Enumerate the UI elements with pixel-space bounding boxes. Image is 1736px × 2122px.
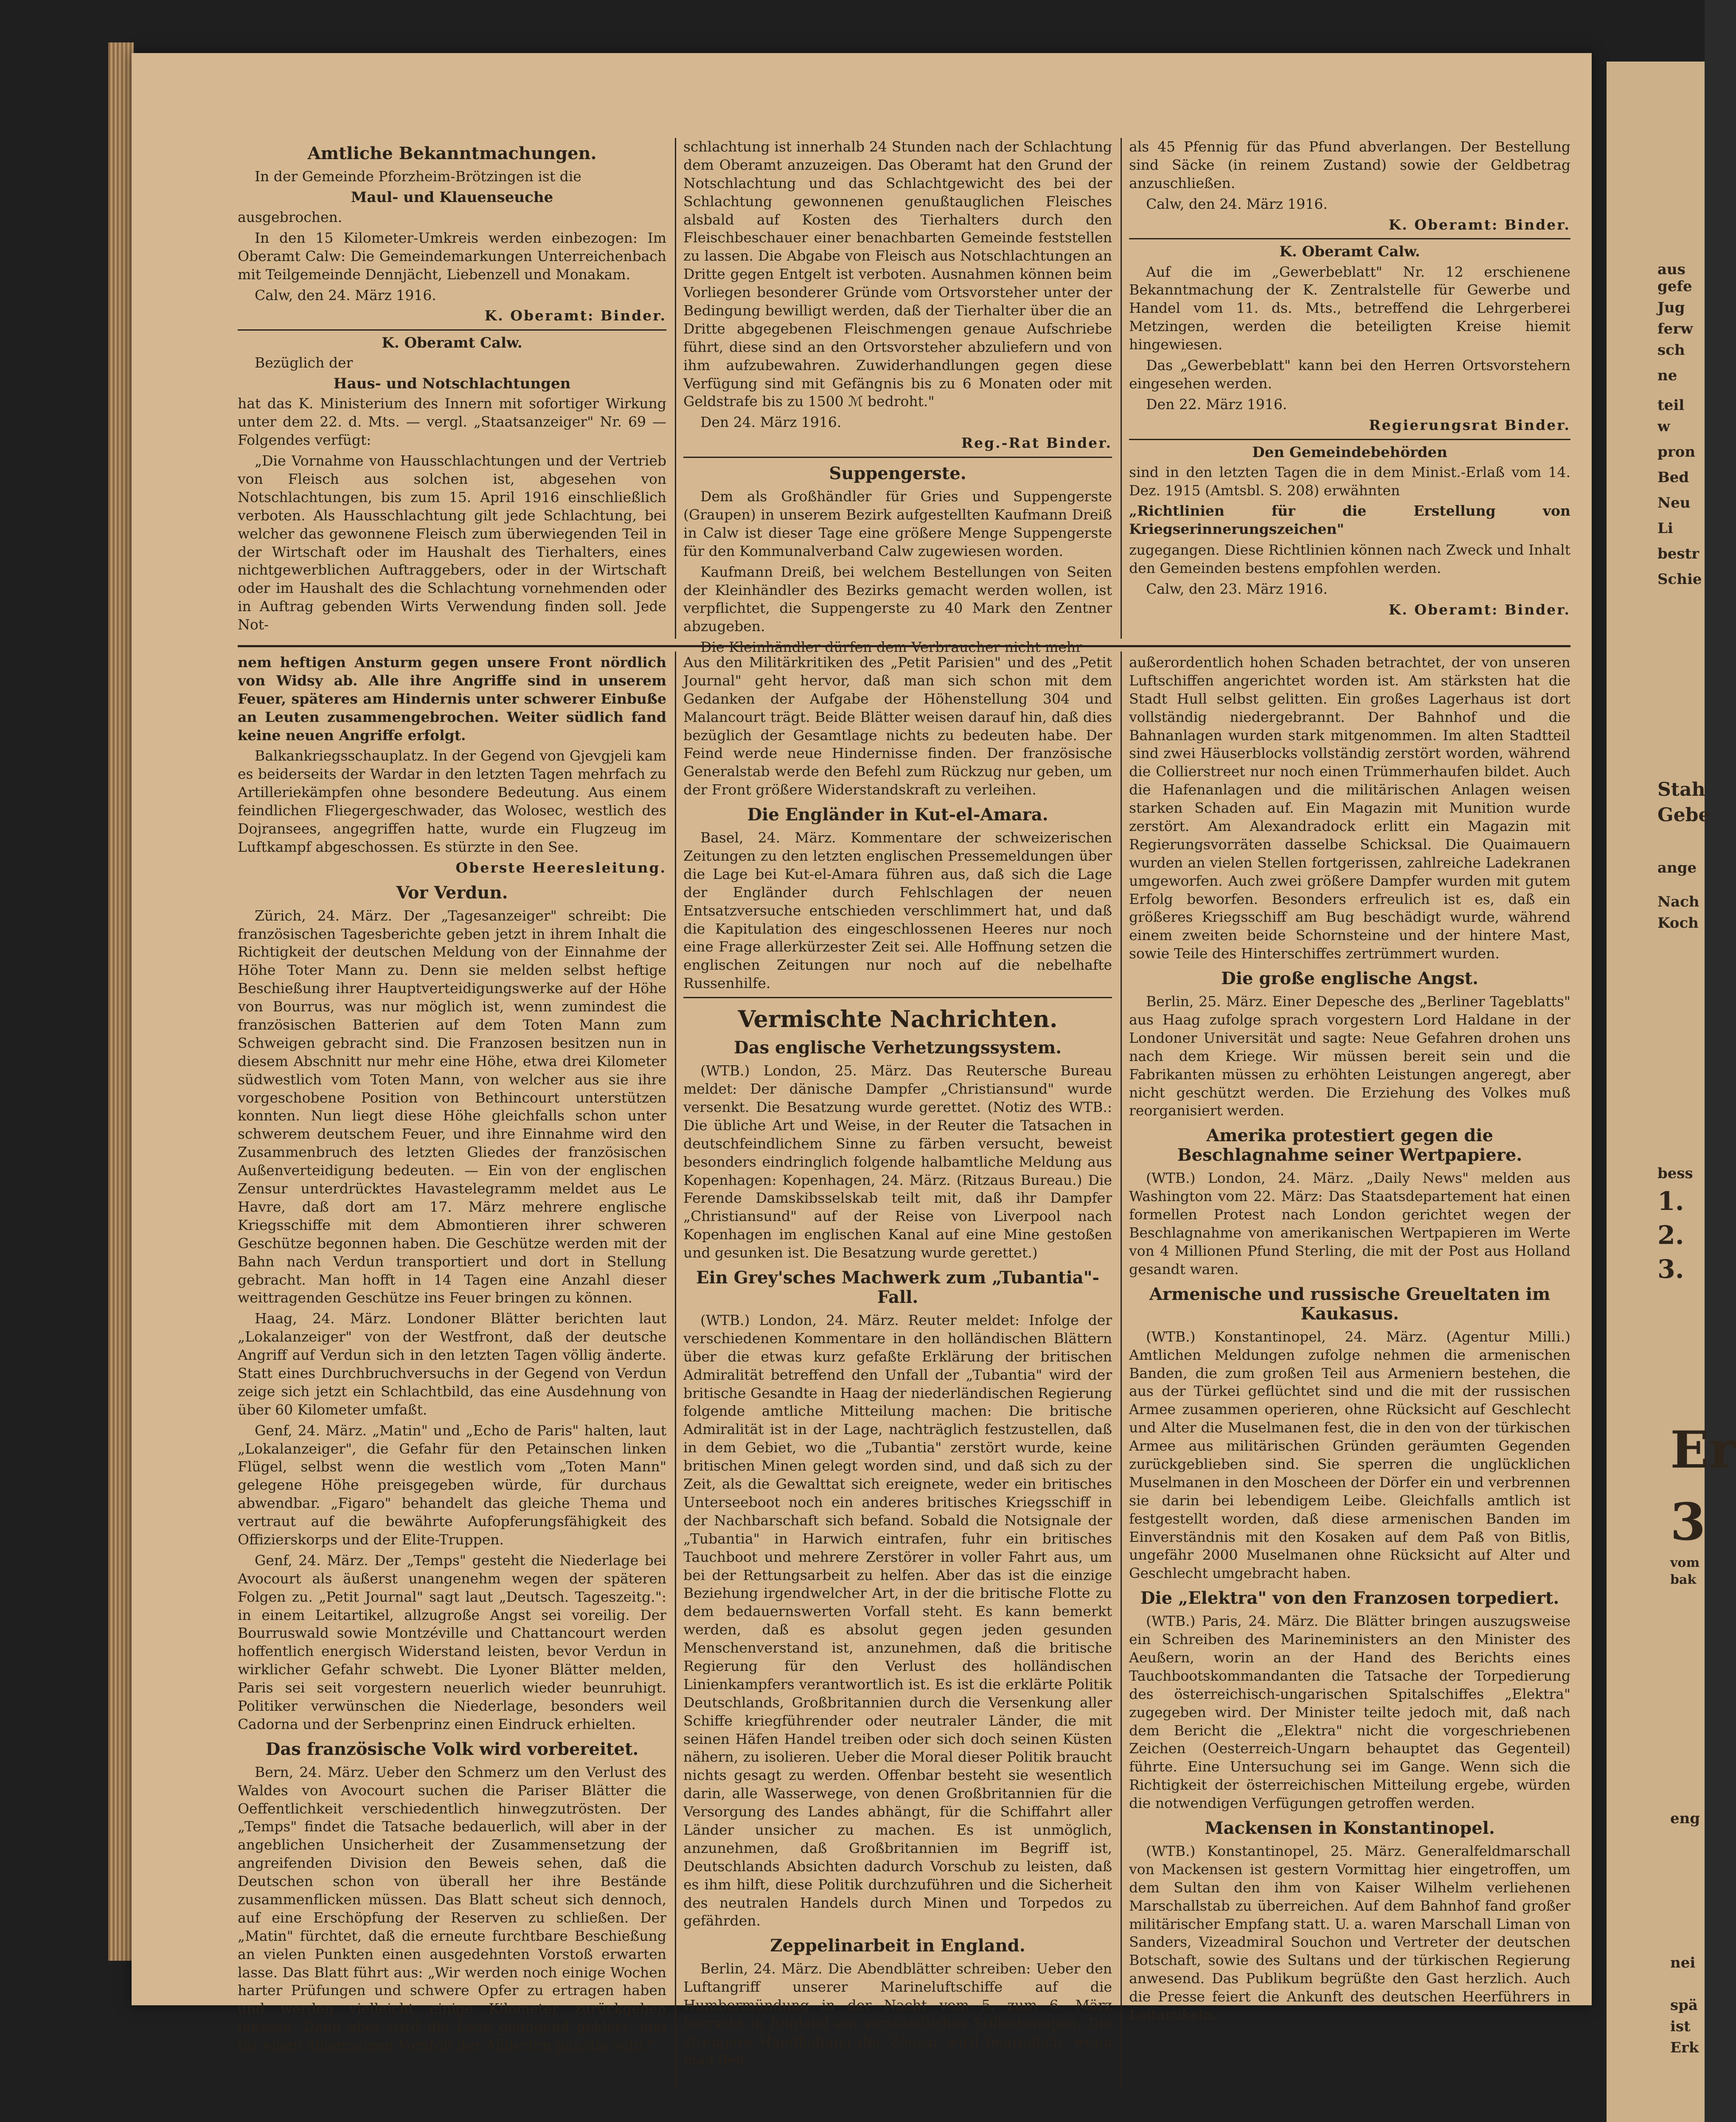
fragment-text: ange xyxy=(1657,859,1697,876)
fragment-text: aus xyxy=(1657,261,1685,278)
paragraph: Genf, 24. März. Der „Temps" gesteht die Niederlage bei Avocourt als äußerst unangenehm wegen der späteren Folgen zu. „Petit Journal" sagt laut „Deutsch. Tageszeitg.": in einem Leitartikel, allzugroße Angst sei voreilig. Der Bourruswald sowie Montzéville und Chattancourt werden hoffentlich energisch Widerstand leisten, bevor Verdun in wirklicher Gefahr schwebt. Die Lyoner Blätter melden, Paris sei seit vorgestern neuerlich wieder beunruhigt. Politiker verwünschen die Niederlage, besonders weil Cadorna und der Serbenprinz einen Eindruck erhielten. xyxy=(238,1552,666,1732)
heading: Das französische Volk wird vorbereitet. xyxy=(265,1739,639,1759)
heading: Armenische und russische Greueltaten im Kaukasus. xyxy=(1149,1284,1551,1324)
heading: Amtliche Bekanntmachungen. xyxy=(307,143,597,163)
heading: Das englische Verhetzungssystem. xyxy=(734,1038,1062,1058)
paragraph: Das „Gewerbeblatt" kann bei den Herren Ortsvorstehern eingesehen werden. xyxy=(1129,357,1570,392)
signature: Regierungsrat Binder. xyxy=(1369,416,1570,433)
fragment-text: w xyxy=(1657,418,1670,435)
fragment-text: Er xyxy=(1670,1420,1736,1480)
paragraph: Berlin, 25. März. Einer Depesche des „Berliner Tageblatts" aus Haag zufolge sprach vorgestern Lord Haldane in der Londoner Universität und sagte: Neue Gefahren drohen uns nach dem Kriege. Wir müssen bereit sein und die Fabrikanten müssen zu erhöhten Leistungen angeregt, aber nicht geschützt werden. Die Erziehung des Volkes muß reorganisiert werden. xyxy=(1129,993,1570,1119)
signature: K. Oberamt: Binder. xyxy=(484,307,666,324)
paragraph: Balkankriegsschauplatz. In der Gegend von Gjevgjeli kam es beiderseits der Wardar in den letzten Tagen mehrfach zu Artilleriekämpfen ohne besondere Bedeutung. Aus einem feindlichen Fliegergeschwader, das Wolosec, westlich des Dojransees, angegriffen hatte, wurde ein Flugzeug im Luftkampf abgeschossen. Es stürzte in den See. xyxy=(238,747,666,855)
paragraph: (WTB.) London, 24. März. Reuter meldet: Infolge der verschiedenen Kommentare in den holländischen Blättern über die etwas kurz gefaßte Erklärung der britischen Admiralität betreffend den Unfall der „Tubantia" wird der britische Gesandte in Haag der niederländischen Regierung folgende amtliche Mitteilung machen: Die britische Admiralität ist in der Lage, nachträglich festzustellen, daß in dem Gebiet, wo die „Tubantia" zerstört wurde, keine britischen Minen gelegt worden sind, und daß sich zu der Zeit, als die Gewalttat sich ereignete, weder ein britisches Unterseeboot noch ein anderes britisches Kriegsschiff in der Nachbarschaft sich befand. Sobald die Notsignale der „Tubantia" in Harwich eintrafen, fuhr ein britisches Tauchboot und mehrere Zerstörer in voller Fahrt aus, um bei der Rettungsarbeit zu helfen. Aber das ist die einzige Beziehung irgendwelcher Art, in der die britische Flotte zu dem bedauernswerten Vorfall steht. Es kann bemerkt werden, daß es absolut gegen jeden gesunden Menschenverstand ist, anzunehmen, daß die britische Regierung für den Verlust des holländischen Linienkampfers verantwortlich ist. Es ist die erklärte Politik Deutschlands, Großbritannien durch die Versenkung aller Schiffe kriegführender oder neutraler Länder, die mit seinen Häfen Handel treiben oder sich doch seinen Küsten nähern, zu isolieren. Ueber die Moral dieser Politik braucht nichts gesagt zu werden. Offenbar besteht sie wesentlich darin, alle Wasserwege, von denen Großbritannien für die Versorgung des Landes abhängt, für die Schiffahrt aller Länder unsicher zu machen. Es ist unmöglich, anzunehmen, daß Großbritannien im Begriff ist, Deutschlands Absichten dadurch Vorschub zu leisten, daß es ihm hilft, diese Politik durchzuführen und die Sicherheit des neutralen Handels durch Minen und Torpedos zu gefährden. xyxy=(683,1312,1112,1929)
signature: Reg.-Rat Binder. xyxy=(961,435,1112,452)
fragment-text: ferw xyxy=(1657,320,1693,337)
heading: Zeppelinarbeit in England. xyxy=(770,1936,1025,1956)
heading: Mackensen in Konstantinopel. xyxy=(1205,1818,1495,1838)
paragraph: Die Kleinhändler dürfen dem Verbraucher nicht mehr xyxy=(700,639,1082,656)
date-line: Calw, den 24. März 1916. xyxy=(255,286,436,303)
fragment-text: Neu xyxy=(1657,494,1691,511)
bottom-column-1 xyxy=(238,654,666,2092)
heading: Die „Elektra" von den Franzosen torpediert. xyxy=(1140,1588,1559,1608)
fragment-text: spä xyxy=(1670,1997,1698,2014)
fragment-text: vom xyxy=(1670,1555,1700,1570)
heading: Suppengerste. xyxy=(829,463,966,484)
paragraph: schlachtung ist innerhalb 24 Stunden nach der Schlachtung dem Oberamt anzuzeigen. Das Oberamt hat den Grund der Notschlachtung und das Schlachtgewicht des bei der Schlachtung gewonnenen genußtauglichen Fleisches alsbald auf Kosten des Tierhalters durch den Fleischbeschauer einer benachbarten Gemeinde feststellen zu lassen. Die Abgabe von Fleisch aus Notschlachtungen an Dritte gegen Entgelt ist verboten. Ausnahmen können beim Vorliegen besonderer Gründe vom Ortsvorsteher unter der Bedingung bewilligt werden, daß der Tierhalter über die an Dritte abgegebenen Fleischmengen genaue Aufschriebe führt, diese sind an den Ortsvorsteher abzuliefern und von ihm aufzubewahren. Zuwiderhandlungen gegen diese Verfügung sind mit Gefängnis bis zu 6 Monaten oder mit Geldstrafe bis zu 1500 ℳ bedroht." xyxy=(683,138,1112,410)
paragraph: Aus den Militärkritiken des „Petit Parisien" und des „Petit Journal" geht hervor, daß man sich schon mit dem Gedanken der Aufgabe der Höhenstellung 304 und Malancourt trägt. Beide Blätter weisen darauf hin, daß dies bezüglich der Gesamtlage nichts zu bedeuten habe. Der Feind werde neue Hindernisse finden. Der französische Generalstab werde den Befehl zum Rückzug nur geben, um der Front größere Widerstandskraft zu verleihen. xyxy=(683,654,1112,798)
subheading: Haus- und Notschlachtungen xyxy=(333,375,571,393)
fragment-text: Nach xyxy=(1657,893,1699,910)
date-line: Den 22. März 1916. xyxy=(1146,396,1287,413)
top-column-1 xyxy=(238,138,666,639)
column-rule xyxy=(1121,651,1122,2090)
paragraph: (WTB.) Konstantinopel, 24. März. (Agentur Milli.) Amtlichen Meldungen zufolge nehmen die armenischen Banden, die zum großen Teil aus Armeniern bestehen, die aus der Türkei geflüchtet sind und die mit der russischen Armee zusammen operieren, ohne Rücksicht auf Geschlecht und Alter die Muselmanen fest, die in den von der türkischen Armee aus militärischen Gründen geräumten Gegenden zurückgeblieben sind. Sie sperren die unglücklichen Muselmanen in den Moscheen der Dörfer ein und verbrennen sie darin bei lebendigem Leibe. Gleichfalls amtlich ist festgestellt worden, daß diese armenischen Banden im Einverständnis mit den Kosaken auf dem Paß von Bitlis, ungefähr 2000 Muselmanen ohne Rücksicht auf Alter und Geschlecht umgebracht haben. xyxy=(1129,1328,1570,1582)
fragment-text: sch xyxy=(1657,342,1685,359)
heading: Den Gemeindebehörden xyxy=(1252,443,1447,461)
column-rule xyxy=(675,138,676,639)
divider xyxy=(1129,238,1570,239)
signature: Oberste Heeresleitung. xyxy=(455,859,666,876)
paragraph: (WTB.) Paris, 24. März. Die Blätter bringen auszugsweise ein Schreiben des Marineministers an den Minister des Aeußern, worin an der Hand des Berichts eines Tauchbootskommandanten die Tatsache der Torpedierung des österreichisch-ungarischen Spitalschiffes „Elektra" zugegeben wird. Der Minister teilte jedoch mit, daß nach dem Bericht die „Elektra" nicht die vorgeschriebenen Zeichen (Oesterreich-Ungarn behauptet das Gegenteil) führte. Eine Untersuchung sei im Gange. Wenn sich die Richtigkeit der österreichischen Mitteilung ergebe, würden die notwendigen Verfügungen getroffen werden. xyxy=(1129,1613,1570,1812)
divider xyxy=(1129,439,1570,440)
paragraph: außerordentlich hohen Schaden betrachtet, der von unseren Luftschiffen angerichtet worden ist. Am stärksten hat die Stadt Hull selbst gelitten. Ein großes Lagerhaus ist dort vollständig niedergebrannt. Der Bahnhof und die Bahnanlagen wurden stark mitgenommen. Im alten Stadtteil sind zwei Häuserblocks vollständig zerstört worden, während die Collierstreet nur noch einen Trümmerhaufen bildet. Auch die Hafenanlagen und die militärischen Anlagen weisen starken Schaden auf. Ein Magazin mit Munition wurde zerstört. Am Alexandradock erlitt ein Magazin mit Regierungsvorräten dasselbe Schicksal. Die Quaimauern wurden an vielen Stellen fortgerissen, zahlreiche Ladekranen umgeworfen. Auch zwei größere Dampfer wurden mit gutem Erfolg beworfen. Besonders erfreulich ist es, daß ein größeres Kriegsschiff am Bug beschädigt wurde, während einem zweiten beide Schornsteine und der hintere Mast, sowie Teile des Hinterschiffes zertrümmert wurden. xyxy=(1129,654,1570,962)
divider xyxy=(238,329,666,331)
paragraph: Berlin, 24. März. Die Abendblätter schreiben: Ueber den Luftangriff unserer Marineluftschiffe auf die Humbermündung in der Nacht vom 5. zum 6. März herrscht in England ein verständliches Stillschweigen. Die strengere Handhabung der Zensur wird begreiflich, wenn man den xyxy=(683,1960,1112,2068)
fragment-text: Bed xyxy=(1657,469,1689,486)
fragment-text: ne xyxy=(1657,367,1677,384)
paragraph: als 45 Pfennig für das Pfund abverlangen. Der Bestellung sind Säcke (in reinem Zustand) sowie der Geldbetrag anzuschließen. xyxy=(1129,138,1570,191)
paragraph: sind in den letzten Tagen die in dem Minist.-Erlaß vom 14. Dez. 1915 (Amtsbl. S. 208) erwähnten xyxy=(1129,463,1570,499)
bottom-column-2 xyxy=(683,654,1112,2092)
subheading: Maul- und Klauenseuche xyxy=(351,188,553,206)
paragraph: „Die Vornahme von Hausschlachtungen und der Vertrieb von Fleisch aus solchen ist, abgesehen von Notschlachtungen, bis zum 15. April 1916 einschließlich verboten. Als Hausschlachtung gilt jede Schlachtung, bei welcher das gewonnene Fleisch zum überwiegenden Teil in der Wirtschaft oder im Haushalt des Tierhalters, eines nichtgewerblichen Auftraggebers, oder in der Wirtschaft oder im Haushalt des die Schlachtung vornehmenden oder in Auftrag gebenden Wirts Verwendung finden soll. Jede Not- xyxy=(238,452,666,633)
fragment-text: ist xyxy=(1670,2018,1691,2035)
heading: Amerika protestiert gegen die Beschlagnahme seiner Wertpapiere. xyxy=(1177,1126,1523,1165)
column-rule xyxy=(675,651,676,2090)
heading: Die Engländer in Kut-el-Amara. xyxy=(747,805,1048,825)
paragraph: hat das K. Ministerium des Innern mit sofortiger Wirkung unter dem 22. d. Mts. — vergl. „Staatsanzeiger" Nr. 69 — Folgendes verfügt: xyxy=(238,395,666,449)
heading: Die große englische Angst. xyxy=(1221,968,1478,989)
paragraph: Bern, 24. März. Ueber den Schmerz um den Verlust des Waldes von Avocourt suchen die Pariser Blätter die Oeffentlichkeit verschiedentlich hinwegzutrösten. Der „Temps" findet die Tatsache bedauerlich, will aber in der angeblichen Unsicherheit der Zusammensetzung der angreifenden Division den Beweis sehen, daß die Deutschen schon von überall her ihre Bestände zusammenflicken müssen. Das Blatt scheut sich dennoch, auf eine Erschöpfung der Reserven zu schließen. Der „Matin" fürchtet, daß die erneute furchtbare Beschießung an vielen Punkten einen ausgedehnten Vorstoß erwarten lasse. Das Blatt führt aus: „Wir werden noch einige Wochen harter Prüfungen und schwere Opfer zu ertragen haben und werden vielleicht einige Kilometer zurückgehen müssen. Dann aber wird die Lage genügend geklärt, und für einen allgemeinen Vorstoß der Alliierten günstig sein." xyxy=(238,1763,666,2054)
paragraph: Basel, 24. März. Kommentare der schweizerischen Zeitungen zu den letzten englischen Pressemeldungen über die Lage bei Kut-el-Amara führen aus, daß sich die Lage der Engländer durch Fehlschlagen der neuen Entsatzversuche entschieden verschlimmert hat, und daß die Kapitulation des eingeschlossenen Heeres nur noch eine Frage allerkürzester Zeit sei. Alle Hoffnung setzen die englischen Zeitungen nur noch auf die nebelhafte Russenhilfe. xyxy=(683,829,1112,992)
paragraph: nem heftigen Ansturm gegen unsere Front nördlich von Widsy ab. Alle ihre Angriffe sind in unserem Feuer, späteres am Hindernis unter schwerer Einbuße an Leuten zusammengebrochen. Weiter südlich fand keine neuen Angriffe erfolgt. xyxy=(238,654,666,744)
fragment-text: nei xyxy=(1670,1954,1696,1971)
heading: K. Oberamt Calw. xyxy=(382,334,522,352)
heading: K. Oberamt Calw. xyxy=(1279,243,1420,261)
paragraph: zugegangen. Diese Richtlinien können nach Zweck und Inhalt den Gemeinden bestens empfohlen werden. xyxy=(1129,542,1570,577)
paragraph: In den 15 Kilometer-Umkreis werden einbezogen: Im Oberamt Calw: Die Gemeindemarkungen Unterreichenbach mit Teilgemeinde Dennjächt, Liebenzell und Monakam. xyxy=(238,229,666,283)
paragraph: Dem als Großhändler für Gries und Suppengerste (Graupen) in unserem Bezirk aufgestellten Kaufmann Dreiß in Calw ist dieser Tage eine größere Menge Suppengerste für den Kommunalverband Calw zugewiesen worden. xyxy=(683,488,1112,559)
fragment-text: bess xyxy=(1657,1165,1693,1182)
paragraph: (WTB.) Konstantinopel, 25. März. Generalfeldmarschall von Mackensen ist gestern Vormittag hier eingetroffen, um dem Sultan den ihm von Kaiser Wilhelm verliehenen Marschallstab zu überreichen. Auf dem Bahnhof fand großer militärischer Empfang statt. U. a. waren Marschall Liman von Sanders, Vizeadmiral Souchon und Vertreter der deutschen Botschaft, sowie des Sultans und der türkischen Regierung anwesend. Das Publikum begrüßte den Gast herzlich. Auch die Presse feiert die Ankunft des deutschen Heerführers in Leitartikeln. xyxy=(1129,1842,1570,2023)
fragment-text: bak xyxy=(1670,1572,1697,1587)
top-column-2 xyxy=(683,138,1112,656)
date-line: Calw, den 23. März 1916. xyxy=(1146,581,1328,597)
newspaper-page xyxy=(132,53,1592,2068)
date-line: Den 24. März 1916. xyxy=(700,414,842,431)
fragment-text: 3. xyxy=(1657,1255,1684,1284)
paragraph: Haag, 24. März. Londoner Blätter berichten laut „Lokalanzeiger" von der Westfront, daß der deutsche Angriff auf Verdun sich in den letzten Tagen völlig änderte. Statt eines Durchbruchversuchs in der Gegend von Verdun zeige sich jetzt ein Schlachtbild, das eine Ausdehnung von über 60 Kilometer umfaßt. xyxy=(238,1310,666,1418)
fragment-text: Gebe xyxy=(1657,804,1711,826)
date-line: Calw, den 24. März 1916. xyxy=(1146,195,1328,212)
paragraph: Bezüglich der xyxy=(255,354,353,371)
paragraph: ausgebrochen. xyxy=(238,208,343,225)
fragment-text: Koch xyxy=(1657,915,1699,932)
fragment-text: teil xyxy=(1657,397,1685,414)
section-heading: Vermischte Nachrichten. xyxy=(738,1005,1058,1033)
divider xyxy=(683,997,1112,998)
fragment-text: gefe xyxy=(1657,278,1692,295)
fragment-text: eng xyxy=(1670,1810,1700,1827)
fragment-text: Li xyxy=(1657,520,1673,537)
top-column-3 xyxy=(1129,138,1570,639)
fragment-text: bestr xyxy=(1657,545,1699,562)
paragraph: Zürich, 24. März. Der „Tagesanzeiger" schreibt: Die französischen Tagesberichte geben jetzt in ihrem Inhalt die Richtigkeit der deutschen Meldung von der Einnahme der Höhe Toter Mann zu. Denn sie melden selbst heftige Beschießung ihrer Hauptverteidigungswerke auf der Höhe von Bourrus, was nur möglich ist, wenn zumindest die französischen Batterien auf dem Toten Mann zum Schweigen gebracht sind. Die Franzosen besitzen nun in diesem Abschnitt nur mehr eine Höhe, etwa drei Kilometer südwestlich vom Toten Mann, von welcher aus sie ihre vorgeschobene Position von Bethincourt unterstützen konnten. Nun liegt diese Höhe gleichfalls schon unter schwerem deutschem Feuer, und ihre Einnahme wird den Zusammenbruch des letzten Gliedes der französischen Außenverteidigung bedeuten. — Ein von der englischen Zensur unterdrücktes Havastelegramm meldet aus Le Havre, daß dort am 17. März mehrere englische Kriegsschiffe mit dem Abmontieren ihrer schweren Geschütze begonnen haben. Die Geschütze werden mit der Bahn nach Verdun transportiert und dort in Stellung gebracht. Man hofft in 14 Tagen eine Anzahl dieser weittragenden Geschütze ins Feuer bringen zu können. xyxy=(238,907,666,1306)
signature: K. Oberamt: Binder. xyxy=(1388,216,1570,233)
paragraph: Genf, 24. März. „Matin" und „Echo de Paris" halten, laut „Lokalanzeiger", die Gefahr für den Petainschen linken Flügel, selbst wenn die westlich vom „Toten Mann" gelegene Höhe preisgegeben würde, für durchaus abwendbar. „Figaro" behandelt das gleiche Thema und vertraut auf die bewährte Aufopferungsfähigkeit des Offizierskorps und der Elite-Truppen. xyxy=(238,1422,666,1548)
signature: K. Oberamt: Binder. xyxy=(1388,601,1570,618)
paragraph: (WTB.) London, 25. März. Das Reutersche Bureau meldet: Der dänische Dampfer „Christiansund" wurde versenkt. Die Besatzung wurde gerettet. (Notiz des WTB.: Die übliche Art und Weise, in der Reuter die Tatsachen in deutschfeindlichem Sinne zu färben versucht, beweist besonders eindringlich folgende halbamtliche Meldung aus Kopenhagen: Kopenhagen, 24. März. (Ritzaus Bureau.) Die Ferende Damskibsselskab teilt mit, daß ihr Dampfer „Christiansund" auf der Reise von Liverpool nach Kopenhagen im englischen Kanal auf eine Mine gestoßen und gesunken ist. Die Besatzung wurde gerettet.) xyxy=(683,1062,1112,1261)
paragraph: (WTB.) London, 24. März. „Daily News" melden aus Washington vom 22. März: Das Staatsdepartement hat einen formellen Protest nach London gerichtet wegen der Beschlagnahme von amerikanischen Wertpapieren im Werte von 4 Millionen Pfund Sterling, die mit der Post aus Holland gesandt waren. xyxy=(1129,1170,1570,1277)
column-rule xyxy=(1121,138,1122,639)
fragment-text: Schie xyxy=(1657,571,1702,588)
heading: Ein Grey'sches Machwerk zum „Tubantia"-Fall. xyxy=(696,1268,1100,1308)
bottom-column-3 xyxy=(1129,654,1570,2092)
fragment-text: 2. xyxy=(1657,1221,1684,1250)
page-stack-edges xyxy=(108,42,134,1961)
fragment-text: Stah xyxy=(1657,779,1705,800)
paragraph: Kaufmann Dreiß, bei welchem Bestellungen von Seiten der Kleinhändler des Bezirks gemacht werden wollen, ist verpflichtet, die Suppengerste zu 40 Mark den Zentner abzugeben. xyxy=(683,563,1112,635)
fragment-text: pron xyxy=(1657,443,1696,460)
fragment-text: Jug xyxy=(1657,299,1685,316)
fragment-text: Erk xyxy=(1670,2039,1699,2056)
fragment-text: 3 xyxy=(1670,1492,1706,1552)
paragraph: „Richtlinien für die Erstellung von Kriegserinnerungszeichen" xyxy=(1129,502,1570,538)
facing-page-fragment xyxy=(1607,62,1736,2122)
paragraph: In der Gemeinde Pforzheim-Brötzingen ist die xyxy=(255,168,581,185)
divider xyxy=(683,457,1112,458)
heading: Vor Verdun. xyxy=(396,882,508,903)
paragraph: Auf die im „Gewerbeblatt" Nr. 12 erschienene Bekanntmachung der K. Zentralstelle für Gewerbe und Handel vom 11. ds. Mts., betreffend die Lehrgerberei Metzingen, werden die beteiligten Kreise hiemit hingewiesen. xyxy=(1129,263,1570,353)
fragment-text: 1. xyxy=(1657,1187,1684,1216)
